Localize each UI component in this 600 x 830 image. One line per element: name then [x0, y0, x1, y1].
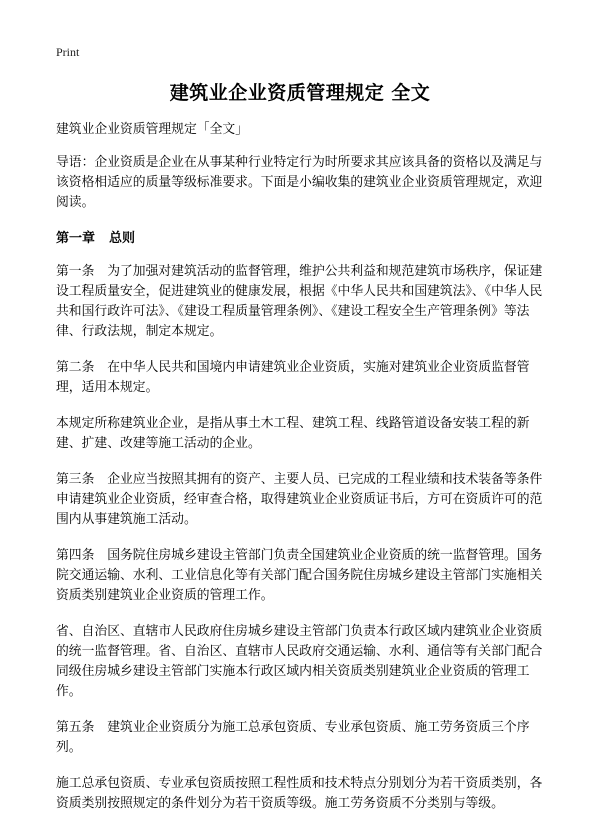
document-subtitle: 建筑业企业资质管理规定「全文」 [56, 122, 248, 137]
article-2: 第二条 在中华人民共和国境内申请建筑业企业资质，实施对建筑业企业资质监督管理，适用本规定。 [56, 360, 530, 395]
print-label: Print [56, 45, 80, 59]
article-4: 第四条 国务院住房城乡建设主管部门负责全国建筑业企业资质的统一监督管理。国务院交通运输、水利、工业信息化等有关部门配合国务院住房城乡建设主管部门实施相关资质类别建筑业企业资质的管理工作。 [56, 548, 543, 603]
document-body [56, 120, 550, 830]
article-1: 第一条 为了加强对建筑活动的监督管理，维护公共利益和规范建筑市场秩序，保证建设工程质量安全，促进建筑业的健康发展，根据《中华人民共和国建筑法》、《中华人民共和国行政许可法》、《建设工程质量管理条例》、《建设工程安全生产管理条例》等法律、行政法规，制定本规定。 [56, 264, 543, 339]
article-5-classification: 施工总承包资质、专业承包资质按照工程性质和技术特点分别划分为若干资质类别，各资质类别按照规定的条件划分为若干资质等级。施工劳务资质不分类别与等级。 [56, 776, 543, 811]
article-5: 第五条 建筑业企业资质分为施工总承包资质、专业承包资质、施工劳务资质三个序列。 [56, 720, 530, 755]
intro-paragraph: 导语：企业资质是企业在从事某种行业特定行为时所要求其应该具备的资格以及满足与该资格相适应的质量等级标准要求。下面是小编收集的建筑业企业资质管理规定，欢迎阅读。 [56, 155, 543, 210]
chapter-name: 总则 [109, 231, 136, 246]
article-2-definition: 本规定所称建筑业企业，是指从事土木工程、建筑工程、线路管道设备安装工程的新建、扩建、改建等施工活动的企业。 [56, 416, 530, 451]
chapter-number: 第一章 [56, 231, 96, 246]
article-4-provincial: 省、自治区、直辖市人民政府住房城乡建设主管部门负责本行政区域内建筑业企业资质的统一监督管理。省、自治区、直辖市人民政府交通运输、水利、通信等有关部门配合同级住房城乡建设主管部门实施本行政区域内相关资质类别建筑业企业资质的管理工作。 [56, 624, 543, 699]
page-title: 建筑业企业资质管理规定 全文 [169, 82, 431, 104]
chapter-heading [56, 229, 550, 249]
article-3: 第三条 企业应当按照其拥有的资产、主要人员、已完成的工程业绩和技术装备等条件申请建筑业企业资质，经审查合格，取得建筑业企业资质证书后，方可在资质许可的范围内从事建筑施工活动。 [56, 472, 543, 527]
